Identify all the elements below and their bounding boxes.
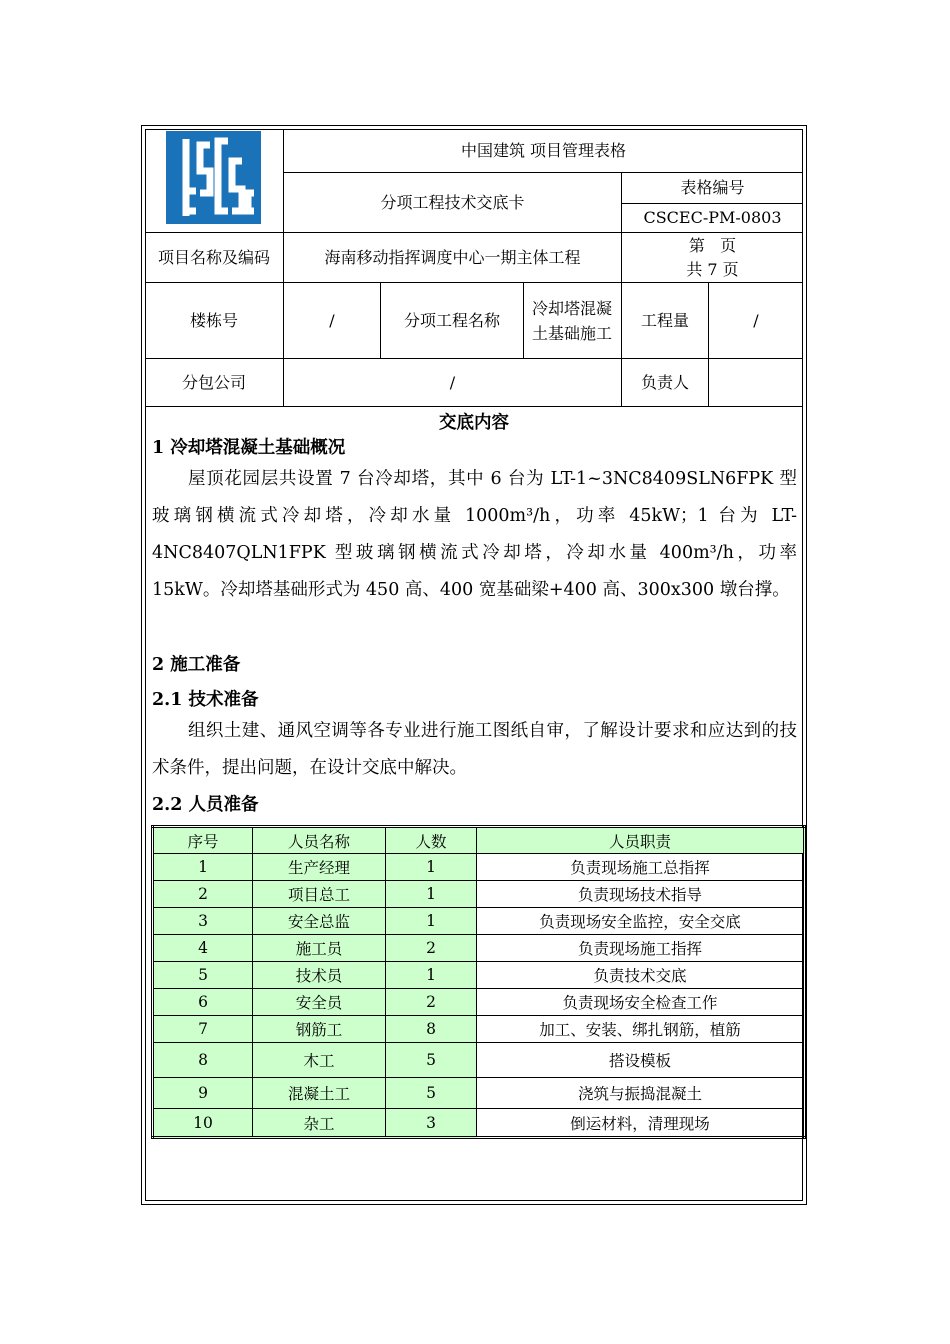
table-cell: 安全总监 [253,908,386,935]
table-cell: 加工、安装、绑扎钢筋，植筋 [477,1016,805,1043]
building-label: 楼栋号 [189,310,238,330]
table-cell: 生产经理 [253,854,386,881]
section-2-1-heading: 2.1 技术准备 [152,690,259,710]
table-header-cell: 人员职责 [477,827,805,854]
grid-line [523,282,524,358]
page-total: 共 7 页 [686,259,739,279]
table-cell: 7 [153,1016,253,1043]
table-cell: 倒运材料，清理现场 [477,1109,805,1138]
table-cell: 负责现场施工指挥 [477,935,805,962]
table-header-cell: 人员名称 [253,827,386,854]
cscec-logo-icon [166,131,261,224]
subcontract-value: / [449,372,456,392]
table-row [153,1109,805,1138]
section-2-2-heading: 2.2 人员准备 [152,795,259,815]
section-2-heading: 2 施工准备 [152,655,241,675]
manager-value [709,359,803,406]
staff-table [151,825,806,1139]
table-cell: 5 [153,962,253,989]
table-cell: 负责现场安全监控，安全交底 [477,908,805,935]
subitem-label: 分项工程名称 [403,310,500,330]
company-form-title: 中国建筑 项目管理表格 [460,140,627,160]
quantity-value: / [753,310,759,330]
table-row [153,908,805,935]
building-value: / [329,310,335,330]
table-header-cell: 人数 [386,827,477,854]
table-row [153,854,805,881]
project-label: 项目名称及编码 [157,247,270,267]
table-cell: 浇筑与振捣混凝土 [477,1078,805,1109]
cscec-logo [166,131,261,224]
table-cell: 3 [386,1109,477,1138]
table-cell: 5 [386,1078,477,1109]
table-cell: 1 [386,854,477,881]
table-cell: 3 [153,908,253,935]
content-title: 交底内容 [439,413,509,433]
table-row [153,1016,805,1043]
table-cell: 1 [153,854,253,881]
table-cell: 项目总工 [253,881,386,908]
subitem-value: 冷却塔混凝土基础施工 [531,298,612,343]
table-row [153,935,805,962]
section-1-paragraph: 屋顶花园层共设置 7 台冷却塔，其中 6 台为 LT-1~3NC8409SLN6FPK 型玻璃钢横流式冷却塔，冷却水量 1000m³/h，功率 45kW；1 台为 LT-4NC8407QLN1FPK 型玻璃钢横流式冷却塔，冷却水量 400m³/h，功率 15kW。冷却塔基础形式为 450 高、400 宽基础梁+400 高、300x300 墩台撑。 [152,469,797,600]
table-cell: 钢筋工 [253,1016,386,1043]
table-row [153,962,805,989]
table-cell: 负责现场技术指导 [477,881,805,908]
card-title: 分项工程技术交底卡 [380,192,525,212]
section-1-heading: 1 冷却塔混凝土基础概况 [152,438,346,458]
page-count [622,233,803,282]
table-cell: 技术员 [253,962,386,989]
table-cell: 5 [386,1043,477,1078]
table-cell: 负责技术交底 [477,962,805,989]
table-cell: 8 [153,1043,253,1078]
subcontract-label: 分包公司 [181,372,246,392]
section-2-1-paragraph: 组织土建、通风空调等各专业进行施工图纸自审，了解设计要求和应达到的技术条件，提出问题，在设计交底中解决。 [152,721,797,778]
form-no-label: 表格编号 [680,178,745,197]
table-cell: 2 [386,989,477,1016]
grid-line [145,406,803,407]
table-cell: 木工 [253,1043,386,1078]
table-cell: 2 [153,881,253,908]
table-cell: 安全员 [253,989,386,1016]
table-cell: 1 [386,908,477,935]
table-cell: 10 [153,1109,253,1138]
table-header-row [153,827,805,854]
quantity-label: 工程量 [640,310,689,330]
table-cell: 杂工 [253,1109,386,1138]
project-name: 海南移动指挥调度中心一期主体工程 [324,247,581,267]
table-cell: 1 [386,962,477,989]
table-cell: 施工员 [253,935,386,962]
table-row [153,881,805,908]
form-no: CSCEC-PM-0803 [643,208,782,227]
table-row [153,1078,805,1109]
table-row [153,989,805,1016]
table-header-cell: 序号 [153,827,253,854]
table-cell: 8 [386,1016,477,1043]
page-current: 第 页 [688,236,737,256]
table-cell: 4 [153,935,253,962]
table-cell: 混凝土工 [253,1078,386,1109]
table-cell: 6 [153,989,253,1016]
staff-table-body [153,827,805,1138]
table-cell: 9 [153,1078,253,1109]
table-cell: 负责现场施工总指挥 [477,854,805,881]
table-cell: 负责现场安全检查工作 [477,989,805,1016]
table-cell: 1 [386,881,477,908]
table-row [153,1043,805,1078]
table-cell: 2 [386,935,477,962]
manager-label: 负责人 [640,372,689,392]
table-cell: 搭设模板 [477,1043,805,1078]
